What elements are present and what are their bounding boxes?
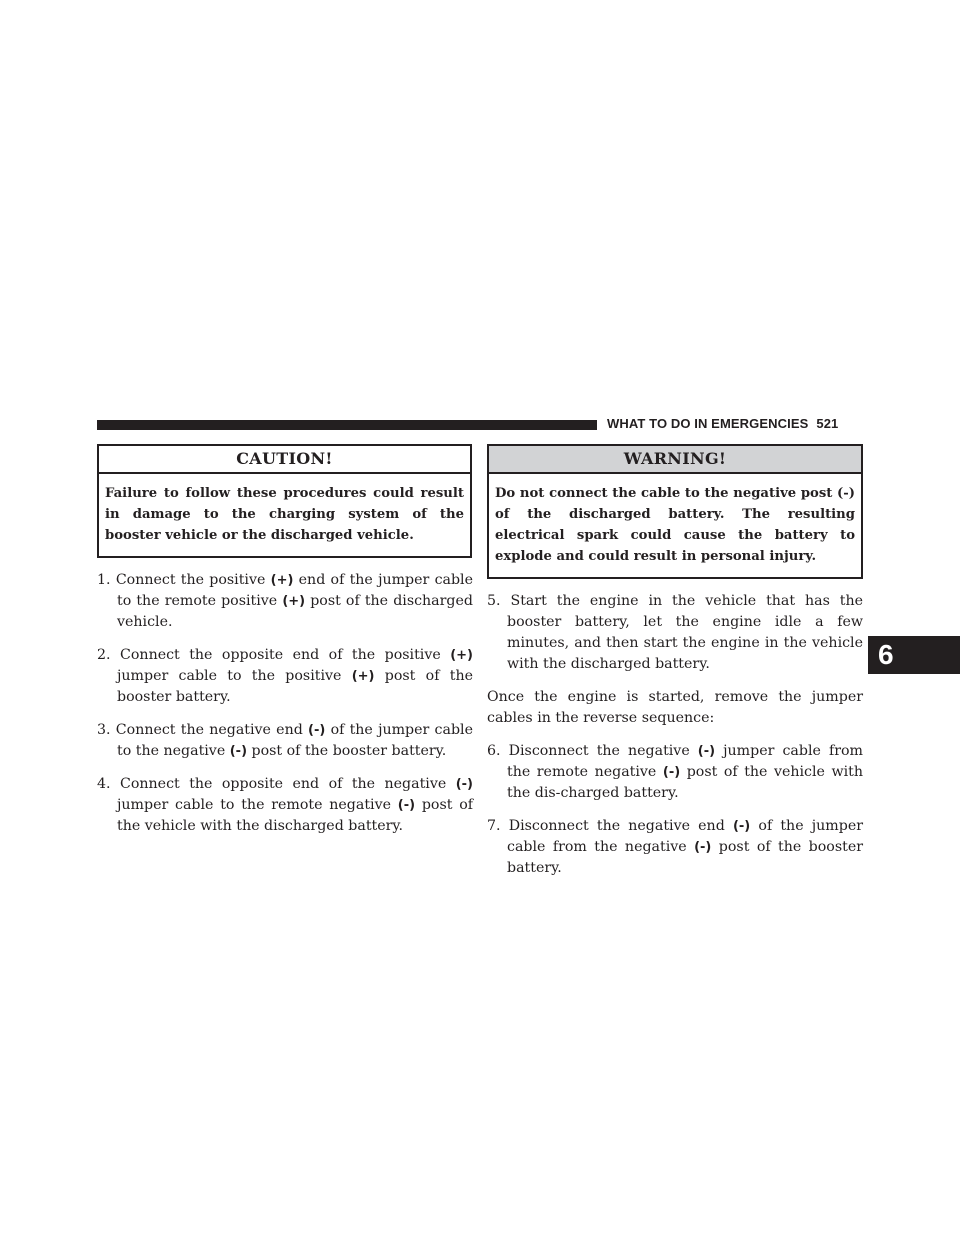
warning-box [487, 444, 863, 579]
section-title: WHAT TO DO IN EMERGENCIES [607, 416, 809, 431]
step-3: 3. Connect the negative end (-) of the jumper cable to the negative (-) post of the booster battery. [97, 722, 473, 759]
step-2: 2. Connect the opposite end of the positive (+) jumper cable to the positive (+) post of the booster battery. [97, 647, 473, 705]
caution-box [97, 444, 472, 558]
warning-title: WARNING! [489, 446, 861, 474]
running-header [607, 416, 867, 431]
step-1: 1. Connect the positive (+) end of the jumper cable to the remote positive (+) post of the discharged vehicle. [97, 572, 473, 630]
reverse-sequence-note: Once the engine is started, remove the jumper cables in the reverse sequence: [487, 689, 863, 726]
steps-list-removal [487, 741, 863, 879]
caution-text: Failure to follow these procedures could result in damage to the charging system of the booster vehicle or the discharged vehicle. [105, 486, 464, 543]
chapter-tab: 6 [868, 636, 960, 674]
page-number: 521 [816, 416, 839, 431]
step-6: 6. Disconnect the negative (-) jumper cable from the remote negative (-) post of the vehicle with the dis-charged battery. [487, 743, 863, 801]
header-rule [97, 420, 597, 430]
caution-title: CAUTION! [99, 446, 470, 474]
steps-list-left [97, 570, 473, 837]
steps-list-right [487, 591, 863, 675]
step-5: 5. Start the engine in the vehicle that has the booster battery, let the engine idle a few minutes, and then start the engine in the vehicle with the discharged battery. [487, 593, 863, 672]
left-column [97, 444, 473, 849]
step-4: 4. Connect the opposite end of the negative (-) jumper cable to the remote negative (-) post of the vehicle with the discharged battery. [97, 776, 474, 834]
step-7: 7. Disconnect the negative end (-) of the jumper cable from the negative (-) post of the booster battery. [487, 818, 864, 876]
right-column [487, 444, 863, 891]
warning-text: Do not connect the cable to the negative post (-) of the discharged battery. The resulting electrical spark could cause the battery to explode and could result in personal injury. [495, 486, 855, 564]
